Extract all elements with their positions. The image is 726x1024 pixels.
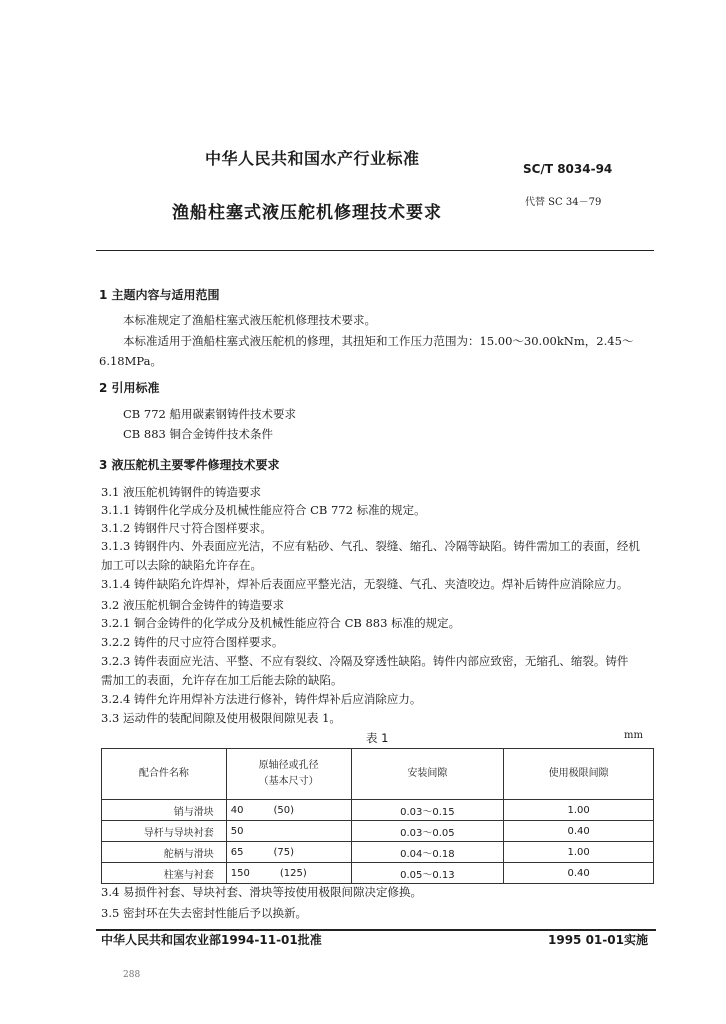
cell-diameter-alt: (75) — [273, 846, 295, 858]
cell-limit-clearance: 0.40 — [504, 821, 654, 842]
cell-diameter — [226, 800, 351, 821]
clause-3-2-3: 3.2.3 铸件表面应光洁、平整、不应有裂纹、冷隔及穿透性缺陷。铸件内部应致密，无缩孔、缩裂。铸件 — [101, 654, 629, 668]
clause-3-1-4: 3.1.4 铸件缺陷允许焊补，焊补后表面应平整光洁，无裂缝、气孔、夹渣咬边。焊补后铸件应消除应力。 — [101, 577, 629, 591]
table-row — [102, 842, 654, 863]
cell-diameter-main: 40 — [230, 804, 244, 816]
cell-install-clearance: 0.05～0.13 — [351, 863, 504, 884]
cell-diameter-main: 150 — [230, 867, 250, 879]
cell-limit-clearance: 0.40 — [504, 863, 654, 884]
cell-part-name: 舵柄与滑块 — [102, 842, 227, 863]
section-1-para-2-cont: 6.18MPa。 — [99, 354, 162, 368]
header-part-name: 配合件名称 — [102, 749, 227, 800]
reference-cb772: CB 772 船用碳素钢铸件技术要求 — [123, 407, 297, 421]
table-row — [102, 821, 654, 842]
cell-install-clearance: 0.03～0.15 — [351, 800, 504, 821]
clause-3-1-3: 3.1.3 铸钢件内、外表面应光洁，不应有粘砂、气孔、裂缝、缩孔、冷隔等缺陷。铸件需加工的表面，经机 — [101, 539, 640, 553]
header-diameter-line1: 原轴径或孔径 — [258, 760, 319, 771]
page-number: 288 — [123, 970, 141, 980]
header-install-clearance: 安装间隙 — [351, 749, 504, 800]
reference-cb883: CB 883 铜合金铸件技术条件 — [123, 427, 274, 441]
issuing-body: 中华人民共和国水产行业标准 — [205, 149, 420, 168]
clause-3-3: 3.3 运动件的装配间隙及使用极限间隙见表 1。 — [101, 711, 341, 725]
cell-diameter-main: 50 — [230, 825, 244, 837]
standard-code: SC/T 8034-94 — [523, 162, 613, 176]
cell-diameter — [226, 842, 351, 863]
clause-3-2-4: 3.2.4 铸件允许用焊补方法进行修补，铸件焊补后应消除应力。 — [101, 692, 422, 706]
cell-part-name: 柱塞与衬套 — [102, 863, 227, 884]
clause-3-2: 3.2 液压舵机铜合金铸件的铸造要求 — [101, 598, 284, 612]
clause-3-5: 3.5 密封环在失去密封性能后予以换新。 — [101, 906, 307, 920]
cell-diameter-main: 65 — [230, 846, 244, 858]
clause-3-4: 3.4 易损件衬套、导块衬套、滑块等按使用极限间隙决定修换。 — [101, 885, 422, 899]
cell-diameter-alt: (125) — [279, 867, 307, 879]
cell-diameter — [226, 821, 351, 842]
section-1-para-2: 本标准适用于渔船柱塞式液压舵机的修理，其扭矩和工作压力范围为：15.00～30.00kNm，2.45～ — [123, 334, 634, 348]
section-3-heading: 3 液压舵机主要零件修理技术要求 — [99, 458, 280, 472]
header-diameter-line2: （基本尺寸） — [258, 776, 319, 787]
clause-3-2-1: 3.2.1 铜合金铸件的化学成分及机械性能应符合 CB 883 标准的规定。 — [101, 616, 461, 630]
cell-limit-clearance: 1.00 — [504, 800, 654, 821]
clause-3-2-3-cont: 需加工的表面，允许存在加工后能去除的缺陷。 — [101, 673, 343, 687]
table-unit: mm — [624, 730, 643, 741]
header-rule — [96, 250, 654, 251]
clause-3-1-3-cont: 加工可以去除的缺陷允许存在。 — [101, 558, 262, 572]
section-1-heading: 1 主题内容与适用范围 — [99, 288, 220, 302]
document-title: 渔船柱塞式液压舵机修理技术要求 — [172, 203, 442, 223]
table-caption: 表 1 — [366, 731, 389, 745]
cell-install-clearance: 0.03～0.05 — [351, 821, 504, 842]
clause-3-1-1: 3.1.1 铸钢件化学成分及机械性能应符合 CB 772 标准的规定。 — [101, 503, 426, 517]
replaces-note: 代替 SC 34－79 — [525, 197, 602, 208]
clearance-table — [101, 748, 654, 884]
effective-date: 1995 01-01实施 — [548, 933, 648, 947]
approval-line: 中华人民共和国农业部1994-11-01批准 — [101, 933, 322, 947]
clause-3-1: 3.1 液压舵机铸钢件的铸造要求 — [101, 485, 261, 499]
cell-install-clearance: 0.04～0.18 — [351, 842, 504, 863]
section-1-para-1: 本标准规定了渔船柱塞式液压舵机修理技术要求。 — [123, 313, 376, 327]
clause-3-1-2: 3.1.2 铸钢件尺寸符合图样要求。 — [101, 521, 272, 535]
table-row — [102, 800, 654, 821]
clause-3-2-2: 3.2.2 铸件的尺寸应符合图样要求。 — [101, 635, 284, 649]
section-2-heading: 2 引用标准 — [99, 381, 160, 395]
cell-diameter-alt: (50) — [273, 804, 295, 816]
table-header-row — [102, 749, 654, 800]
header-diameter — [226, 749, 351, 800]
header-limit-clearance: 使用极限间隙 — [504, 749, 654, 800]
cell-part-name: 销与滑块 — [102, 800, 227, 821]
cell-limit-clearance: 1.00 — [504, 842, 654, 863]
table-row — [102, 863, 654, 884]
cell-part-name: 导杆与导块衬套 — [102, 821, 227, 842]
cell-diameter — [226, 863, 351, 884]
